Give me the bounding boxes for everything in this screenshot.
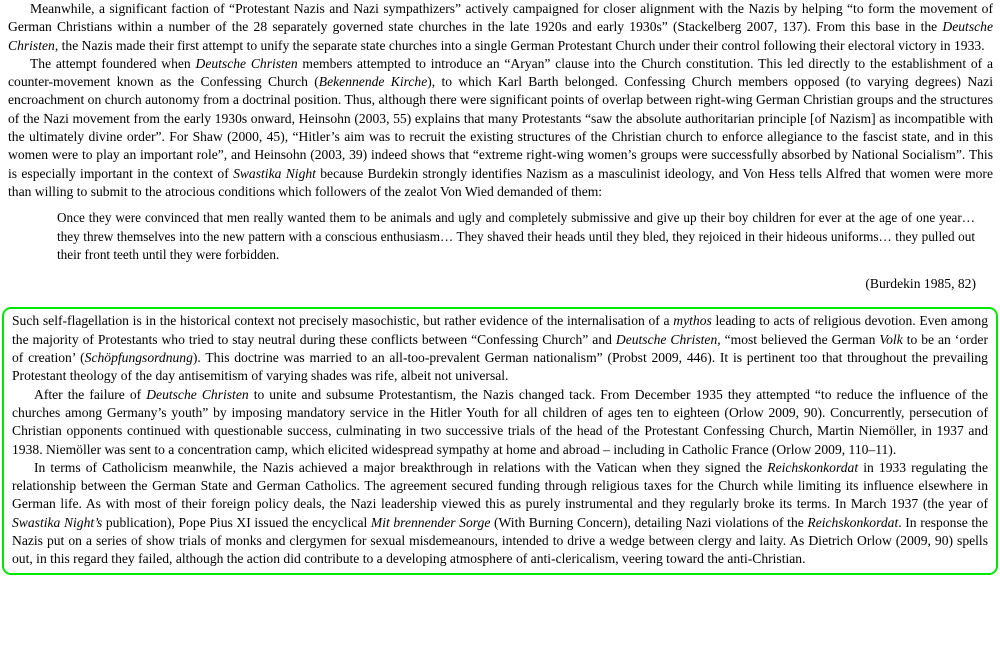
block-quote-text: Once they were convinced that men really wanted them to be animals and ugly and completely submissive and give up their boy children for ever at the age of one year… they threw themselves into the new pattern with a conscious enthusiasm… They shaved their heads until they bled, they rejoiced in their hideous uniforms… they pulled out their front teeth until they were forbidden. <box>57 210 975 262</box>
paragraph-1: Meanwhile, a significant faction of “Protestant Nazis and Nazi sympathizers” actively campaigned for closer alignment with the Nazis by helping “to form the movement of German Christians within a number of the 28 separately governed state churches in the late 1920s and early 1930s” (Stackelberg 2007, 137). From this base in the Deutsche Christen, the Nazis made their first attempt to unify the separate state churches into a single German Protestant Church under their control following their electoral victory in 1933. <box>8 1 993 53</box>
highlighted-annotation-box <box>2 307 998 574</box>
highlight-paragraph-3: In terms of Catholicism meanwhile, the Nazis achieved a major breakthrough in relations with the Vatican when they signed the Reichskonkordat in 1933 regulating the relationship between the German State and German Catholics. The agreement secured funding through religious taxes for the Church while limiting its influence elsewhere in German life. As with most of their foreign policy deals, the Nazi leadership viewed this as purely instrumental and they regularly broke its terms. In March 1937 (the year of Swastika Night’s publication), Pope Pius XI issued the encyclical Mit brennender Sorge (With Burning Concern), detailing Nazi violations of the Reichskonkordat. In response the Nazis put on a series of show trials of monks and clergymen for sexual misdemeanours, intended to drive a wedge between clergy and laity. As Dietrich Orlow (2009, 90) spells out, in this regard they failed, although the action did contribute to a developing atmosphere of anti-clericalism, veering toward the anti-Christian. <box>12 459 989 567</box>
block-quote <box>0 209 1000 264</box>
highlight-paragraph-1: Such self-flagellation is in the historical context not precisely masochistic, but rather evidence of the internalisation of a mythos leading to acts of religious devotion. Even among the majority of Protestants who tried to stay neutral during these conflicts between “Confessing Church” and Deutsche Christen, “most believed the German Volk to be an ‘order of creation’ (Schöpfungsordnung). This doctrine was married to an all-too-prevalent German nationalism” (Probst 2009, 446). It is pertinent too that throughout the prevailing Protestant theology of the day antisemitism of varying shades was rife, albeit not universal. <box>12 313 988 384</box>
highlight-paragraph-2: After the failure of Deutsche Christen to unite and subsume Protestantism, the Nazis changed tack. From December 1935 they attempted “to reduce the influence of the churches among Germany’s youth” by imposing mandatory service in the Hitler Youth for all children of ages ten to eighteen (Orlow 2009, 90). Concurrently, persecution of Christian opponents continued with questionable success, culminating in two successive trials of the head of the Protestant Confessing Church, Martin Niemöller, in 1937 and 1938. Niemöller was sent to a concentration camp, which elicited widespread sympathy at home and abroad – including in Catholic France (Orlow 2009, 110–11). <box>12 386 989 457</box>
paragraph-2: The attempt foundered when Deutsche Christen members attempted to introduce an “Aryan” clause into the Church constitution. This led directly to the establishment of a counter-movement known as the Confessing Church (Bekennende Kirche), to which Karl Barth belonged. Confessing Church members opposed (to varying degrees) Nazi encroachment on church autonomy from a doctrinal position. Thus, although there were significant points of overlap between right-wing German Christian groups and the structures of the Nazi movement from the early 1930s onward, Heinsohn (2003, 55) explains that many Protestants “saw the absolute authoritarian principle [of Nazism] as incompatible with the ultimately divine order”. For Shaw (2000, 45), “Hitler’s aim was to recruit the existing structures of the Christian church to enforce allegiance to the fascist state, and in this women were to play an important role”, and Heinsohn (2003, 39) indeed shows that “extreme right-wing women’s groups were successfully absorbed by National Socialism”. This is especially important in the context of Swastika Night because Burdekin strongly identifies Nazism as a masculinist ideology, and Von Hess tells Alfred that women were more than willing to submit to the atrocious conditions which followers of the zealot Von Wied demanded of them: <box>8 55 993 199</box>
citation-line: (Burdekin 1985, 82) <box>865 276 976 292</box>
